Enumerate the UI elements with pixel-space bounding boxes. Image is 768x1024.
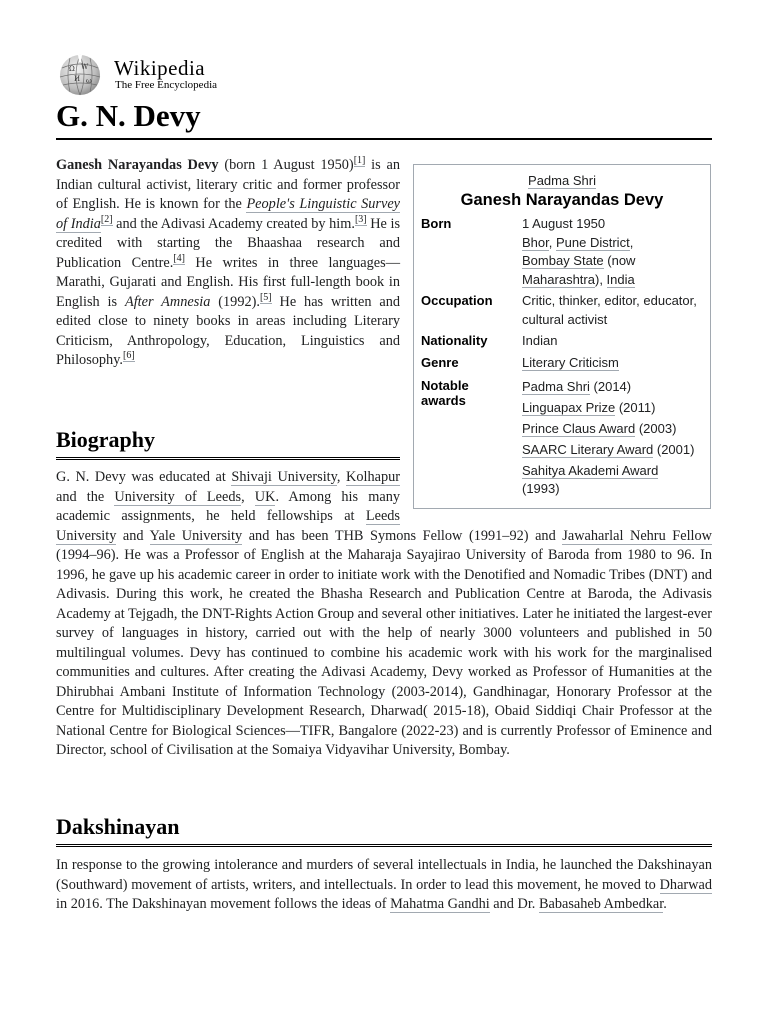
text-span: (1992). bbox=[210, 293, 260, 310]
text-span: is an Indian cultural activist, literary critic and former professor of English. He is known for the bbox=[56, 157, 400, 212]
site-header[interactable] bbox=[56, 54, 356, 96]
svg-text:W: W bbox=[81, 63, 89, 71]
heading-dakshinayan: Dakshinayan bbox=[56, 813, 712, 847]
award-item bbox=[522, 420, 708, 438]
genre-value bbox=[522, 354, 708, 373]
ref-3[interactable] bbox=[355, 214, 367, 226]
award-year: (2001) bbox=[653, 442, 695, 457]
ref-4[interactable] bbox=[173, 253, 185, 265]
born-date: 1 August 1950 bbox=[522, 216, 606, 231]
ref-3-link[interactable]: [3] bbox=[354, 213, 367, 225]
award-link[interactable]: Sahitya Akademi Award bbox=[522, 463, 659, 478]
text-span: in 2016. The Dakshinayan movement follows the ideas of bbox=[56, 896, 391, 912]
text-span: He writes in three languages—Marathi, Gujarati and English. His first full-length book in English is bbox=[56, 254, 400, 310]
link-dharwad[interactable]: Dharwad bbox=[659, 876, 712, 893]
link-yale-university[interactable]: Yale University bbox=[149, 527, 243, 544]
ref-2[interactable] bbox=[101, 214, 113, 226]
award-year: (2011) bbox=[615, 400, 656, 415]
genre-label: Genre bbox=[421, 355, 459, 370]
link-leeds-university[interactable]: Leeds University bbox=[56, 508, 400, 544]
award-link[interactable]: Linguapax Prize bbox=[522, 400, 616, 415]
dakshinayan-paragraph bbox=[56, 856, 712, 915]
ref-5[interactable] bbox=[260, 292, 272, 304]
text-span: In response to the growing intolerance and murders of several intellectuals in India, he launched the Dakshinayan (Southward) movement of artists, writers, and intellectuals. In order to lead this movement, he moved to bbox=[56, 857, 712, 893]
born-label: Born bbox=[421, 216, 452, 231]
heading-biography: Biography bbox=[56, 426, 400, 460]
link-india[interactable]: India bbox=[606, 271, 635, 287]
text-span: . bbox=[663, 896, 667, 912]
link-nehru-fellow[interactable]: Jawaharlal Nehru Fellow bbox=[562, 527, 713, 544]
award-item bbox=[522, 399, 708, 417]
text-span: ), bbox=[594, 271, 607, 287]
occupation-value: Critic, thinker, editor, educator, cultural activist bbox=[522, 293, 697, 327]
ref-2-link[interactable]: [2] bbox=[100, 213, 113, 225]
infobox bbox=[413, 164, 711, 509]
text-span: , bbox=[629, 234, 634, 250]
wikipedia-globe-icon bbox=[56, 54, 104, 96]
link-bhor[interactable]: Bhor bbox=[522, 234, 549, 250]
svg-text:И: И bbox=[74, 75, 81, 83]
svg-text:ω: ω bbox=[86, 77, 92, 85]
link-bombay-state[interactable]: Bombay State bbox=[522, 253, 604, 268]
award-year: (2003) bbox=[635, 421, 677, 436]
book-title: After Amnesia bbox=[124, 293, 211, 310]
occupation-label: Occupation bbox=[421, 293, 493, 308]
link-mahatma-gandhi[interactable]: Mahatma Gandhi bbox=[390, 896, 490, 912]
ref-6-link[interactable]: [6] bbox=[123, 350, 135, 362]
ref-5-link[interactable]: [5] bbox=[259, 291, 272, 303]
nationality-value: Indian bbox=[522, 333, 558, 348]
ref-1-link[interactable]: [1] bbox=[353, 155, 366, 167]
award-year: (2014) bbox=[589, 379, 632, 394]
infobox-float-spacer bbox=[400, 468, 712, 526]
text-span: and has been THB Symons Fellow (1991–92) and bbox=[242, 527, 563, 544]
award-year: (1993) bbox=[522, 481, 560, 496]
infobox-name: Ganesh Narayandas Devy bbox=[460, 191, 664, 209]
award-item bbox=[522, 441, 708, 459]
link-maharashtra[interactable]: Maharashtra bbox=[522, 271, 595, 287]
biography-paragraph bbox=[56, 468, 712, 761]
ref-6[interactable] bbox=[123, 350, 135, 362]
awards-label: Notable awards bbox=[421, 378, 469, 408]
text-span: He is credited with starting the Bhaashaa research and Publication Centre. bbox=[56, 215, 401, 271]
infobox-above bbox=[414, 173, 710, 188]
text-span: G. N. Devy was educated at bbox=[56, 469, 232, 485]
link-university-of-leeds[interactable]: University of Leeds bbox=[114, 488, 242, 505]
text-span: , bbox=[241, 488, 255, 505]
text-span: and Dr. bbox=[489, 896, 539, 912]
text-span: (born 1 August 1950) bbox=[218, 157, 354, 173]
ref-1[interactable] bbox=[354, 155, 366, 167]
link-shivaji-university[interactable]: Shivaji University bbox=[231, 469, 337, 485]
svg-text:Ω: Ω bbox=[69, 65, 75, 73]
link-kolhapur[interactable]: Kolhapur bbox=[346, 469, 400, 485]
link-literary-criticism[interactable]: Literary Criticism bbox=[522, 355, 619, 370]
link-uk[interactable]: UK bbox=[254, 488, 276, 505]
text-span: , bbox=[548, 234, 556, 250]
award-link[interactable]: Padma Shri bbox=[522, 379, 590, 394]
award-link[interactable]: Prince Claus Award bbox=[522, 421, 636, 436]
text-span: and the bbox=[56, 488, 115, 505]
page-title: G. N. Devy bbox=[56, 96, 712, 140]
nationality-label: Nationality bbox=[421, 333, 488, 348]
born-value bbox=[522, 215, 708, 289]
award-item bbox=[522, 378, 708, 396]
wordmark: Wikipedia bbox=[114, 56, 206, 80]
ref-4-link[interactable]: [4] bbox=[173, 252, 185, 264]
link-babasaheb-ambedkar[interactable]: Babasaheb Ambedkar bbox=[538, 896, 664, 912]
tagline: The Free Encyclopedia bbox=[115, 79, 218, 91]
text-span: He has written and edited close to ninety books in areas including Literary Criticism, Anthropology, Education, Linguistics and Philosophy. bbox=[56, 293, 400, 368]
link-pune[interactable]: Pune District bbox=[555, 234, 630, 250]
text-span: . Among his many academic assignments, he held fellowships at bbox=[56, 488, 400, 524]
award-link[interactable]: SAARC Literary Award bbox=[522, 442, 654, 457]
text-span: (now bbox=[603, 253, 636, 268]
text-span: (1994–96). He was a Professor of English at the Maharaja Sayajirao University of Baroda from 1980 to 96. In 1996, he gave up his academic career in order to initiate work with the Denotified and Nomadic Tribes (DNT) and Adivasis. During this work, he created the Bhasha Research and Publication Centre at Baroda, the Adivasis Academy at Tejgadh, the DNT-Rights Action Group and several other initiatives. Later he initiated the largest-ever survey of languages in history, carried out with the help of nearly 3000 volunteers and published in 50 multilingual volumes. Devy has continued to combine his academic work with his work for the marginalised communities and cultures. After creating the Adivasi Academy, Devy worked as Professor of Humanities at the Dhirubhai Ambani Institute of Information Technology (2003-2014), Gandhinagar, Honorary Professor at the Centre for Multidisciplinary Development Research, Dharwad( 2015-18), Obaid Siddiqi Chair Professor at the National Centre for Biological Sciences—TIFR, Bangalore (2022-23) and is currently Professor of Eminence and Director, school of Civilisation at the Somaiya Vidyavihar University, Bombay. bbox=[56, 547, 712, 758]
text-span: , bbox=[336, 469, 346, 485]
intro-paragraph bbox=[56, 156, 400, 371]
link-plsi[interactable]: People's Linguistic Survey of India bbox=[56, 196, 401, 232]
infobox-padma-link[interactable]: Padma Shri bbox=[528, 173, 596, 188]
subject-name: Ganesh Narayandas Devy bbox=[56, 157, 219, 173]
text-span: and bbox=[116, 527, 150, 544]
text-span: and the Adivasi Academy created by him. bbox=[112, 215, 355, 232]
